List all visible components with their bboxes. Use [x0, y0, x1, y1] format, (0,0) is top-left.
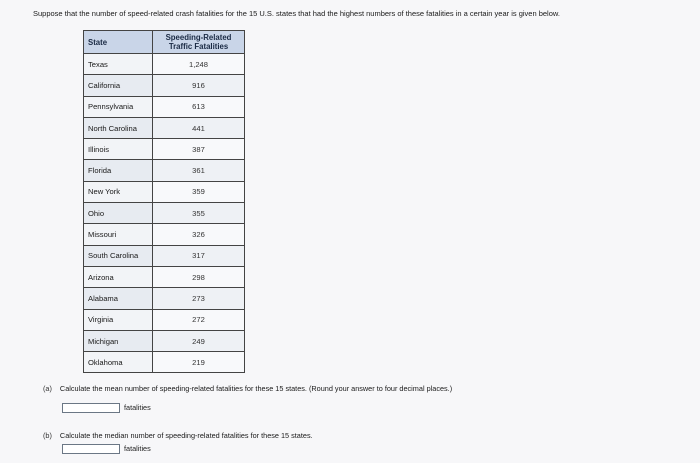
problem-intro: Suppose that the number of speed-related crash fatalities for the 15 U.S. states that had the highest numbers of these fatalities in a certain year is given below.	[33, 9, 560, 18]
cell-value: 249	[153, 330, 245, 351]
cell-state: Illinois	[84, 139, 153, 160]
cell-value: 1,248	[153, 54, 245, 75]
cell-state: Pennsylvania	[84, 96, 153, 117]
header-fatalities-line1: Speeding-Related	[165, 33, 232, 42]
question-b-letter: (b)	[43, 431, 52, 440]
table-row	[84, 330, 245, 351]
cell-state: Alabama	[84, 288, 153, 309]
table-row	[84, 160, 245, 181]
cell-value: 359	[153, 181, 245, 202]
table-row	[84, 54, 245, 75]
table-row	[84, 266, 245, 287]
header-fatalities-line2: Traffic Fatalities	[168, 42, 229, 51]
cell-state: Texas	[84, 54, 153, 75]
table-row	[84, 224, 245, 245]
table-row	[84, 203, 245, 224]
cell-value: 272	[153, 309, 245, 330]
mean-answer-input[interactable]	[62, 403, 120, 413]
question-a-text: Calculate the mean number of speeding-related fatalities for these 15 states. (Round your answer to four decimal places.)	[59, 384, 453, 393]
cell-value: 361	[153, 160, 245, 181]
cell-value: 317	[153, 245, 245, 266]
table-row	[84, 75, 245, 96]
cell-state: New York	[84, 181, 153, 202]
mean-answer-unit: fatalities	[124, 403, 151, 412]
cell-state: Michigan	[84, 330, 153, 351]
table-row	[84, 352, 245, 373]
table-row	[84, 117, 245, 138]
cell-state: Oklahoma	[84, 352, 153, 373]
cell-state: California	[84, 75, 153, 96]
cell-state: Ohio	[84, 203, 153, 224]
cell-state: South Carolina	[84, 245, 153, 266]
cell-state: North Carolina	[84, 117, 153, 138]
cell-state: Florida	[84, 160, 153, 181]
question-b	[43, 431, 313, 440]
table-row	[84, 288, 245, 309]
cell-value: 387	[153, 139, 245, 160]
cell-value: 916	[153, 75, 245, 96]
table-header-row	[84, 31, 245, 54]
table-row	[84, 96, 245, 117]
median-answer-unit: fatalities	[124, 444, 151, 453]
table-row	[84, 245, 245, 266]
fatalities-table	[83, 30, 245, 373]
question-b-text: Calculate the median number of speeding-related fatalities for these 15 states.	[59, 431, 313, 440]
cell-value: 355	[153, 203, 245, 224]
question-a-letter: (a)	[43, 384, 52, 393]
cell-state: Missouri	[84, 224, 153, 245]
cell-value: 326	[153, 224, 245, 245]
cell-value: 441	[153, 117, 245, 138]
table-row	[84, 181, 245, 202]
question-a	[43, 384, 452, 393]
cell-value: 219	[153, 352, 245, 373]
cell-state: Arizona	[84, 266, 153, 287]
table-row	[84, 139, 245, 160]
cell-value: 273	[153, 288, 245, 309]
header-fatalities	[153, 31, 245, 54]
cell-state: Virginia	[84, 309, 153, 330]
cell-value: 613	[153, 96, 245, 117]
table-row	[84, 309, 245, 330]
median-answer-input[interactable]	[62, 444, 120, 454]
cell-value: 298	[153, 266, 245, 287]
header-state: State	[84, 31, 153, 54]
